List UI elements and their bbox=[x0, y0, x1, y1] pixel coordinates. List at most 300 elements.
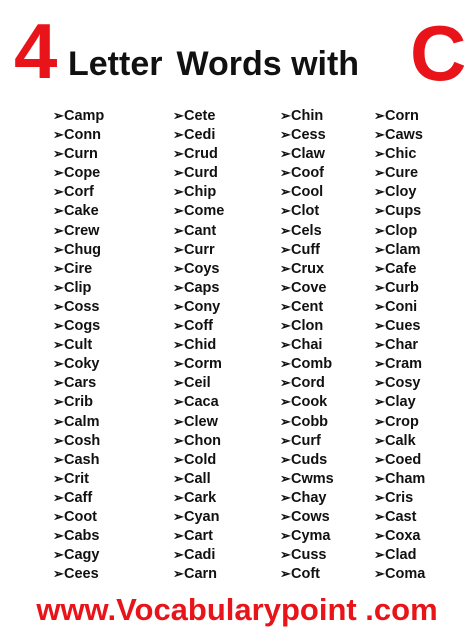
word-text: Clot bbox=[291, 203, 320, 220]
list-item bbox=[280, 431, 334, 450]
word-text: Coss bbox=[64, 298, 100, 315]
arrow-bullet-icon: ➢ bbox=[173, 413, 184, 429]
word-column-2 bbox=[173, 106, 224, 583]
arrow-bullet-icon: ➢ bbox=[53, 337, 64, 353]
word-text: Chug bbox=[64, 241, 102, 258]
title-number: 4 bbox=[14, 7, 58, 95]
word-text: Cues bbox=[385, 318, 421, 335]
list-item bbox=[53, 354, 104, 373]
list-item bbox=[374, 144, 425, 163]
arrow-bullet-icon: ➢ bbox=[173, 279, 184, 295]
list-item bbox=[173, 488, 224, 507]
arrow-bullet-icon: ➢ bbox=[173, 489, 184, 505]
list-item bbox=[374, 564, 425, 583]
word-text: Chic bbox=[385, 146, 417, 163]
list-item bbox=[173, 526, 224, 545]
arrow-bullet-icon: ➢ bbox=[280, 394, 291, 410]
list-item bbox=[280, 221, 334, 240]
word-text: Clad bbox=[385, 547, 417, 564]
word-text: Clip bbox=[64, 279, 92, 296]
arrow-bullet-icon: ➢ bbox=[173, 451, 184, 467]
list-item bbox=[53, 507, 104, 526]
word-text: Claw bbox=[291, 146, 325, 163]
list-item bbox=[280, 316, 334, 335]
list-item bbox=[173, 469, 224, 488]
list-item bbox=[280, 144, 334, 163]
arrow-bullet-icon: ➢ bbox=[280, 413, 291, 429]
word-text: Cire bbox=[64, 260, 93, 277]
word-text: Crib bbox=[64, 394, 93, 411]
word-text: Cars bbox=[64, 375, 97, 392]
word-text: Coys bbox=[184, 260, 220, 277]
word-text: Cows bbox=[291, 508, 330, 525]
list-item bbox=[53, 373, 104, 392]
arrow-bullet-icon: ➢ bbox=[280, 298, 291, 314]
arrow-bullet-icon: ➢ bbox=[374, 146, 385, 162]
list-item bbox=[280, 125, 334, 144]
word-text: Cogs bbox=[64, 318, 101, 335]
word-text: Curn bbox=[64, 146, 98, 163]
list-item bbox=[374, 316, 425, 335]
list-item bbox=[173, 259, 224, 278]
arrow-bullet-icon: ➢ bbox=[280, 279, 291, 295]
list-item bbox=[280, 297, 334, 316]
arrow-bullet-icon: ➢ bbox=[173, 165, 184, 181]
arrow-bullet-icon: ➢ bbox=[280, 566, 291, 582]
word-text: Curr bbox=[184, 241, 215, 258]
list-item bbox=[374, 335, 425, 354]
word-text: Calm bbox=[64, 413, 100, 430]
list-item bbox=[173, 545, 224, 564]
word-text: Cyan bbox=[184, 508, 220, 525]
list-item bbox=[53, 450, 104, 469]
list-item bbox=[53, 259, 104, 278]
arrow-bullet-icon: ➢ bbox=[374, 451, 385, 467]
arrow-bullet-icon: ➢ bbox=[53, 528, 64, 544]
arrow-bullet-icon: ➢ bbox=[173, 356, 184, 372]
word-text: Ceil bbox=[184, 375, 211, 392]
word-text: Caps bbox=[184, 279, 220, 296]
list-item bbox=[280, 163, 334, 182]
list-item bbox=[280, 201, 334, 220]
list-item bbox=[173, 373, 224, 392]
list-item bbox=[280, 335, 334, 354]
word-text: Coed bbox=[385, 451, 422, 468]
list-item bbox=[280, 259, 334, 278]
website-footer: www.Vocabularypoint .com bbox=[36, 592, 438, 627]
list-item bbox=[280, 392, 334, 411]
word-text: Clon bbox=[291, 318, 324, 335]
list-item bbox=[173, 335, 224, 354]
arrow-bullet-icon: ➢ bbox=[280, 318, 291, 334]
word-text: Cuff bbox=[291, 241, 320, 258]
word-text: Cagy bbox=[64, 547, 100, 564]
arrow-bullet-icon: ➢ bbox=[173, 298, 184, 314]
arrow-bullet-icon: ➢ bbox=[53, 470, 64, 486]
arrow-bullet-icon: ➢ bbox=[374, 413, 385, 429]
word-text: Cuds bbox=[291, 451, 328, 468]
word-text: Cool bbox=[291, 184, 324, 201]
page-title bbox=[68, 44, 359, 84]
word-text: Cups bbox=[385, 203, 422, 220]
arrow-bullet-icon: ➢ bbox=[374, 108, 385, 123]
arrow-bullet-icon: ➢ bbox=[53, 184, 64, 200]
word-text: Call bbox=[184, 470, 211, 487]
word-column-3 bbox=[280, 106, 334, 583]
word-text: Coni bbox=[385, 298, 418, 315]
list-item bbox=[374, 412, 425, 431]
list-item bbox=[280, 507, 334, 526]
arrow-bullet-icon: ➢ bbox=[173, 260, 184, 276]
arrow-bullet-icon: ➢ bbox=[374, 298, 385, 314]
word-column-1 bbox=[53, 106, 104, 583]
list-item bbox=[374, 106, 425, 125]
word-text: Corm bbox=[184, 356, 222, 373]
word-text: Cuss bbox=[291, 547, 327, 564]
list-item bbox=[173, 354, 224, 373]
word-text: Clop bbox=[385, 222, 418, 239]
list-item bbox=[374, 507, 425, 526]
list-item bbox=[53, 144, 104, 163]
list-item bbox=[280, 354, 334, 373]
arrow-bullet-icon: ➢ bbox=[374, 241, 385, 257]
arrow-bullet-icon: ➢ bbox=[173, 508, 184, 524]
word-text: Cast bbox=[385, 508, 417, 525]
word-text: Calk bbox=[385, 432, 416, 449]
list-item bbox=[280, 373, 334, 392]
word-text: Cant bbox=[184, 222, 217, 239]
arrow-bullet-icon: ➢ bbox=[280, 528, 291, 544]
arrow-bullet-icon: ➢ bbox=[53, 146, 64, 162]
arrow-bullet-icon: ➢ bbox=[280, 451, 291, 467]
list-item bbox=[374, 297, 425, 316]
word-text: Coft bbox=[291, 566, 320, 583]
arrow-bullet-icon: ➢ bbox=[53, 413, 64, 429]
arrow-bullet-icon: ➢ bbox=[280, 547, 291, 563]
list-item bbox=[53, 431, 104, 450]
word-text: Carn bbox=[184, 566, 218, 583]
arrow-bullet-icon: ➢ bbox=[374, 508, 385, 524]
word-text: Clay bbox=[385, 394, 416, 411]
list-item bbox=[53, 526, 104, 545]
list-item bbox=[374, 469, 425, 488]
list-item bbox=[374, 201, 425, 220]
arrow-bullet-icon: ➢ bbox=[374, 432, 385, 448]
list-item bbox=[53, 201, 104, 220]
word-text: Cove bbox=[291, 279, 327, 296]
word-text: Clam bbox=[385, 241, 421, 258]
word-text: Coky bbox=[64, 356, 100, 373]
arrow-bullet-icon: ➢ bbox=[53, 489, 64, 505]
arrow-bullet-icon: ➢ bbox=[280, 222, 291, 238]
arrow-bullet-icon: ➢ bbox=[173, 566, 184, 582]
list-item bbox=[173, 106, 224, 125]
list-item bbox=[173, 278, 224, 297]
list-item bbox=[53, 469, 104, 488]
word-text: Chai bbox=[291, 337, 323, 354]
word-text: Coma bbox=[385, 566, 426, 583]
list-item bbox=[374, 373, 425, 392]
arrow-bullet-icon: ➢ bbox=[53, 566, 64, 582]
arrow-bullet-icon: ➢ bbox=[374, 356, 385, 372]
arrow-bullet-icon: ➢ bbox=[374, 489, 385, 505]
word-text: Clew bbox=[184, 413, 218, 430]
arrow-bullet-icon: ➢ bbox=[173, 337, 184, 353]
list-item bbox=[374, 488, 425, 507]
word-text: Crux bbox=[291, 260, 325, 277]
arrow-bullet-icon: ➢ bbox=[173, 222, 184, 238]
list-item bbox=[374, 450, 425, 469]
arrow-bullet-icon: ➢ bbox=[173, 146, 184, 162]
word-text: Cris bbox=[385, 489, 414, 506]
arrow-bullet-icon: ➢ bbox=[374, 203, 385, 219]
word-text: Coff bbox=[184, 318, 213, 335]
arrow-bullet-icon: ➢ bbox=[280, 184, 291, 200]
list-item bbox=[374, 278, 425, 297]
word-text: Chin bbox=[291, 108, 324, 124]
word-text: Cult bbox=[64, 337, 93, 354]
word-text: Crud bbox=[184, 146, 218, 163]
arrow-bullet-icon: ➢ bbox=[374, 375, 385, 391]
list-item bbox=[53, 106, 104, 125]
word-text: Cook bbox=[291, 394, 328, 411]
word-text: Cafe bbox=[385, 260, 417, 277]
arrow-bullet-icon: ➢ bbox=[374, 566, 385, 582]
word-text: Chay bbox=[291, 489, 327, 506]
list-item bbox=[280, 182, 334, 201]
word-column-4 bbox=[374, 106, 425, 583]
arrow-bullet-icon: ➢ bbox=[173, 432, 184, 448]
word-text: Cwms bbox=[291, 470, 334, 487]
arrow-bullet-icon: ➢ bbox=[374, 184, 385, 200]
list-item bbox=[53, 297, 104, 316]
arrow-bullet-icon: ➢ bbox=[53, 241, 64, 257]
word-text: Curb bbox=[385, 279, 419, 296]
word-text: Cete bbox=[184, 108, 216, 124]
word-text: Cake bbox=[64, 203, 99, 220]
list-item bbox=[173, 392, 224, 411]
word-text: Corn bbox=[385, 108, 419, 124]
title-word-letter: Letter bbox=[68, 45, 163, 83]
word-text: Crit bbox=[64, 470, 89, 487]
arrow-bullet-icon: ➢ bbox=[53, 451, 64, 467]
arrow-bullet-icon: ➢ bbox=[280, 375, 291, 391]
word-text: Cony bbox=[184, 298, 221, 315]
arrow-bullet-icon: ➢ bbox=[173, 547, 184, 563]
word-text: Cham bbox=[385, 470, 426, 487]
word-text: Comb bbox=[291, 356, 333, 373]
word-text: Caws bbox=[385, 127, 423, 144]
arrow-bullet-icon: ➢ bbox=[280, 508, 291, 524]
arrow-bullet-icon: ➢ bbox=[173, 528, 184, 544]
arrow-bullet-icon: ➢ bbox=[374, 127, 385, 143]
arrow-bullet-icon: ➢ bbox=[280, 337, 291, 353]
word-text: Corf bbox=[64, 184, 94, 201]
list-item bbox=[53, 125, 104, 144]
list-item bbox=[173, 564, 224, 583]
arrow-bullet-icon: ➢ bbox=[53, 298, 64, 314]
word-text: Come bbox=[184, 203, 225, 220]
word-text: Chip bbox=[184, 184, 217, 201]
arrow-bullet-icon: ➢ bbox=[374, 337, 385, 353]
list-item bbox=[173, 144, 224, 163]
word-text: Camp bbox=[64, 108, 105, 124]
list-item bbox=[53, 240, 104, 259]
list-item bbox=[173, 412, 224, 431]
list-item bbox=[53, 163, 104, 182]
list-item bbox=[280, 412, 334, 431]
arrow-bullet-icon: ➢ bbox=[53, 260, 64, 276]
list-item bbox=[280, 564, 334, 583]
word-text: Curd bbox=[184, 165, 218, 182]
list-item bbox=[374, 354, 425, 373]
arrow-bullet-icon: ➢ bbox=[280, 470, 291, 486]
list-item bbox=[280, 545, 334, 564]
word-text: Cold bbox=[184, 451, 217, 468]
list-item bbox=[53, 278, 104, 297]
arrow-bullet-icon: ➢ bbox=[173, 108, 184, 123]
arrow-bullet-icon: ➢ bbox=[173, 203, 184, 219]
word-text: Cram bbox=[385, 356, 423, 373]
header bbox=[0, 0, 474, 100]
word-text: Cent bbox=[291, 298, 324, 315]
list-item bbox=[374, 240, 425, 259]
arrow-bullet-icon: ➢ bbox=[53, 279, 64, 295]
word-text: Cure bbox=[385, 165, 419, 182]
arrow-bullet-icon: ➢ bbox=[53, 394, 64, 410]
list-item bbox=[173, 163, 224, 182]
arrow-bullet-icon: ➢ bbox=[280, 432, 291, 448]
word-text: Conn bbox=[64, 127, 102, 144]
list-item bbox=[53, 412, 104, 431]
list-item bbox=[374, 182, 425, 201]
list-item bbox=[280, 106, 334, 125]
word-text: Coxa bbox=[385, 528, 421, 545]
arrow-bullet-icon: ➢ bbox=[280, 146, 291, 162]
arrow-bullet-icon: ➢ bbox=[173, 470, 184, 486]
arrow-bullet-icon: ➢ bbox=[374, 279, 385, 295]
list-item bbox=[374, 392, 425, 411]
list-item bbox=[280, 469, 334, 488]
word-text: Crop bbox=[385, 413, 419, 430]
list-item bbox=[280, 278, 334, 297]
list-item bbox=[173, 297, 224, 316]
arrow-bullet-icon: ➢ bbox=[280, 356, 291, 372]
list-item bbox=[53, 392, 104, 411]
list-item bbox=[374, 163, 425, 182]
list-item bbox=[280, 240, 334, 259]
list-item bbox=[173, 507, 224, 526]
arrow-bullet-icon: ➢ bbox=[53, 508, 64, 524]
arrow-bullet-icon: ➢ bbox=[280, 260, 291, 276]
list-item bbox=[53, 221, 104, 240]
list-item bbox=[374, 125, 425, 144]
word-text: Char bbox=[385, 337, 419, 354]
arrow-bullet-icon: ➢ bbox=[173, 184, 184, 200]
arrow-bullet-icon: ➢ bbox=[53, 222, 64, 238]
arrow-bullet-icon: ➢ bbox=[374, 528, 385, 544]
word-text: Cord bbox=[291, 375, 325, 392]
list-item bbox=[374, 259, 425, 278]
list-item bbox=[53, 316, 104, 335]
list-item bbox=[53, 335, 104, 354]
word-text: Cyma bbox=[291, 528, 331, 545]
arrow-bullet-icon: ➢ bbox=[173, 318, 184, 334]
word-text: Cadi bbox=[184, 547, 216, 564]
arrow-bullet-icon: ➢ bbox=[53, 108, 64, 123]
word-text: Cloy bbox=[385, 184, 417, 201]
list-item bbox=[53, 545, 104, 564]
word-text: Cosh bbox=[64, 432, 101, 449]
word-text: Chid bbox=[184, 337, 217, 354]
arrow-bullet-icon: ➢ bbox=[53, 356, 64, 372]
word-text: Chon bbox=[184, 432, 222, 449]
arrow-bullet-icon: ➢ bbox=[280, 127, 291, 143]
list-item bbox=[374, 431, 425, 450]
arrow-bullet-icon: ➢ bbox=[53, 547, 64, 563]
list-item bbox=[173, 221, 224, 240]
list-item bbox=[374, 545, 425, 564]
list-item bbox=[173, 431, 224, 450]
arrow-bullet-icon: ➢ bbox=[53, 127, 64, 143]
arrow-bullet-icon: ➢ bbox=[374, 165, 385, 181]
list-item bbox=[53, 182, 104, 201]
list-item bbox=[280, 450, 334, 469]
word-text: Coof bbox=[291, 165, 325, 182]
arrow-bullet-icon: ➢ bbox=[280, 108, 291, 123]
word-text: Cels bbox=[291, 222, 322, 239]
list-item bbox=[173, 450, 224, 469]
list-item bbox=[53, 564, 104, 583]
list-item bbox=[173, 182, 224, 201]
word-list bbox=[0, 106, 474, 586]
word-text: Cosy bbox=[385, 375, 421, 392]
list-item bbox=[280, 526, 334, 545]
arrow-bullet-icon: ➢ bbox=[374, 260, 385, 276]
word-text: Cees bbox=[64, 566, 99, 583]
arrow-bullet-icon: ➢ bbox=[173, 375, 184, 391]
arrow-bullet-icon: ➢ bbox=[374, 318, 385, 334]
arrow-bullet-icon: ➢ bbox=[280, 489, 291, 505]
arrow-bullet-icon: ➢ bbox=[53, 318, 64, 334]
list-item bbox=[374, 221, 425, 240]
word-text: Cobb bbox=[291, 413, 329, 430]
word-text: Curf bbox=[291, 432, 321, 449]
arrow-bullet-icon: ➢ bbox=[280, 241, 291, 257]
word-text: Cart bbox=[184, 528, 214, 545]
list-item bbox=[173, 125, 224, 144]
word-text: Cedi bbox=[184, 127, 216, 144]
word-text: Caff bbox=[64, 489, 93, 506]
arrow-bullet-icon: ➢ bbox=[173, 394, 184, 410]
word-text: Cark bbox=[184, 489, 217, 506]
arrow-bullet-icon: ➢ bbox=[374, 547, 385, 563]
word-text: Crew bbox=[64, 222, 100, 239]
list-item bbox=[173, 316, 224, 335]
list-item bbox=[53, 488, 104, 507]
title-letter: C bbox=[410, 9, 467, 97]
arrow-bullet-icon: ➢ bbox=[280, 203, 291, 219]
arrow-bullet-icon: ➢ bbox=[53, 432, 64, 448]
arrow-bullet-icon: ➢ bbox=[280, 165, 291, 181]
arrow-bullet-icon: ➢ bbox=[53, 375, 64, 391]
word-text: Caca bbox=[184, 394, 219, 411]
word-text: Cope bbox=[64, 165, 101, 182]
list-item bbox=[374, 526, 425, 545]
arrow-bullet-icon: ➢ bbox=[173, 241, 184, 257]
arrow-bullet-icon: ➢ bbox=[53, 165, 64, 181]
arrow-bullet-icon: ➢ bbox=[53, 203, 64, 219]
